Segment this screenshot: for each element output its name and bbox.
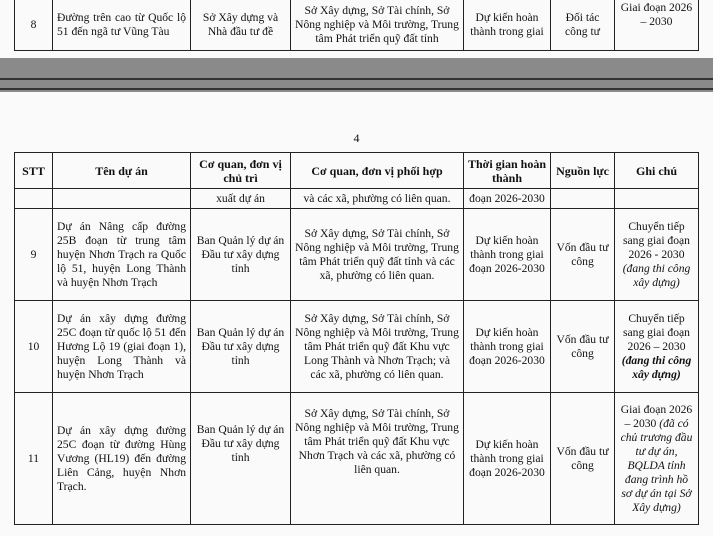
- lead-agency-cell: Sở Xây dựng và Nhà đầu tư đề: [191, 0, 291, 51]
- project-table: [14, 152, 699, 525]
- coordinating-agency-cell: Sở Xây dựng, Sở Tài chính, Sở Nông nghiệp và Môi trường, Trung tâm Phát triển quỹ đất tỉnh: [291, 0, 464, 51]
- table-row: [15, 0, 699, 51]
- note-status: Chuyển tiếp sang giai đoạn 2026 – 2030: [623, 311, 690, 353]
- table-header-row: [15, 153, 699, 189]
- resource-cell: Vốn đầu tư công: [551, 301, 615, 393]
- completion-time-cell: Dự kiến hoàn thành trong giai đoạn 2026-2030: [464, 209, 551, 301]
- project-name-cell: Dự án xây dựng đường 25C đoạn từ quốc lộ 51 đến Hương Lộ 19 (giai đoạn 1), huyện Long Thành và huyện Nhơn Trạch: [53, 301, 191, 393]
- note-detail: (đã có chủ trương đầu tư dự án, BQLDA tỉnh đang trình hồ sơ dự án tại Sở Xây dựng): [620, 416, 693, 514]
- completion-time-cell: Dự kiến hoàn thành trong giai đoạn 2026-2030: [464, 301, 551, 393]
- resource-cell: Vốn đầu tư công: [551, 393, 615, 525]
- lead-agency-cell: Ban Quản lý dự án Đầu tư xây dựng tỉnh: [191, 393, 291, 525]
- header-coord: Cơ quan, đơn vị phối hợp: [291, 153, 464, 189]
- header-stt: STT: [15, 153, 53, 189]
- stt-cell: 11: [15, 393, 53, 525]
- stt-cell: 10: [15, 301, 53, 393]
- project-name-cell: Đường trên cao từ Quốc lộ 51 đến ngã tư Vũng Tàu: [53, 0, 191, 51]
- header-resource: Nguồn lực: [551, 153, 615, 189]
- header-project: Tên dự án: [53, 153, 191, 189]
- coordinating-agency-cell: Sở Xây dựng, Sở Tài chính, Sở Nông nghiệp và Môi trường, Trung tâm Phát triển quỹ đất Khu vực Nhơn Trạch và các xã, phường có liên quan.: [291, 393, 464, 525]
- header-lead: Cơ quan, đơn vị chủ trì: [191, 153, 291, 189]
- previous-page-fragment: [0, 0, 713, 58]
- note-cell: [615, 209, 699, 301]
- coordinating-agency-cell: và các xã, phường có liên quan.: [291, 189, 464, 209]
- page-number: 4: [353, 131, 360, 145]
- table-row: [15, 209, 699, 301]
- previous-page-table: [14, 0, 699, 51]
- completion-time-cell: Dự kiến hoàn thành trong giai: [464, 0, 551, 51]
- resource-cell: Vốn đầu tư công: [551, 209, 615, 301]
- note-status: Giai đoạn 2026 – 2030: [620, 402, 693, 430]
- coordinating-agency-cell: Sở Xây dựng, Sở Tài chính, Sở Nông nghiệp và Môi trường, Trung tâm Phát triển quỹ đất Khu vực Long Thành và Nhơn Trạch; và các xã, phường có liên quan.: [291, 301, 464, 393]
- project-name-cell: Dự án Nâng cấp đường 25B đoạn từ trung tâm huyện Nhơn Trạch ra Quốc lộ 51, huyện Long Thành và huyện Nhơn Trạch: [53, 209, 191, 301]
- resource-cell: Đối tác công tư: [551, 0, 615, 51]
- project-name-cell: Dự án xây dựng đường 25C đoạn từ đường Hùng Vương (HL19) đến đường Liên Cảng, huyện Nhơn Trạch.: [53, 393, 191, 525]
- note-cell: Giai đoạn 2026 – 2030: [615, 0, 699, 51]
- note-detail: (đang thi công xây dựng): [622, 261, 691, 289]
- note-cell: [615, 393, 699, 525]
- header-time: Thời gian hoàn thành: [464, 153, 551, 189]
- note-detail: (đang thi công xây dựng): [621, 353, 692, 381]
- completion-time-cell: đoạn 2026-2030: [464, 189, 551, 209]
- lead-agency-cell: Ban Quản lý dự án Đầu tư xây dựng tỉnh: [191, 301, 291, 393]
- lead-agency-cell: xuất dự án: [191, 189, 291, 209]
- stt-cell: 9: [15, 209, 53, 301]
- table-row: [15, 393, 699, 525]
- completion-time-cell: Dự kiến hoàn thành trong giai đoạn 2026-2030: [464, 393, 551, 525]
- lead-agency-cell: Ban Quản lý dự án Đầu tư xây dựng tỉnh: [191, 209, 291, 301]
- note-status: Chuyển tiếp sang giai đoạn 2026 - 2030: [623, 219, 690, 261]
- table-row: [15, 189, 699, 209]
- page-break-line: [0, 88, 713, 90]
- table-row: [15, 301, 699, 393]
- header-note: Ghi chú: [615, 153, 699, 189]
- note-cell: [615, 301, 699, 393]
- stt-cell: 8: [15, 0, 53, 51]
- page-break-line: [0, 78, 713, 80]
- coordinating-agency-cell: Sở Xây dựng, Sở Tài chính, Sở Nông nghiệp và Môi trường, Trung tâm Phát triển quỹ đất tỉnh và các xã, phường có liên quan.: [291, 209, 464, 301]
